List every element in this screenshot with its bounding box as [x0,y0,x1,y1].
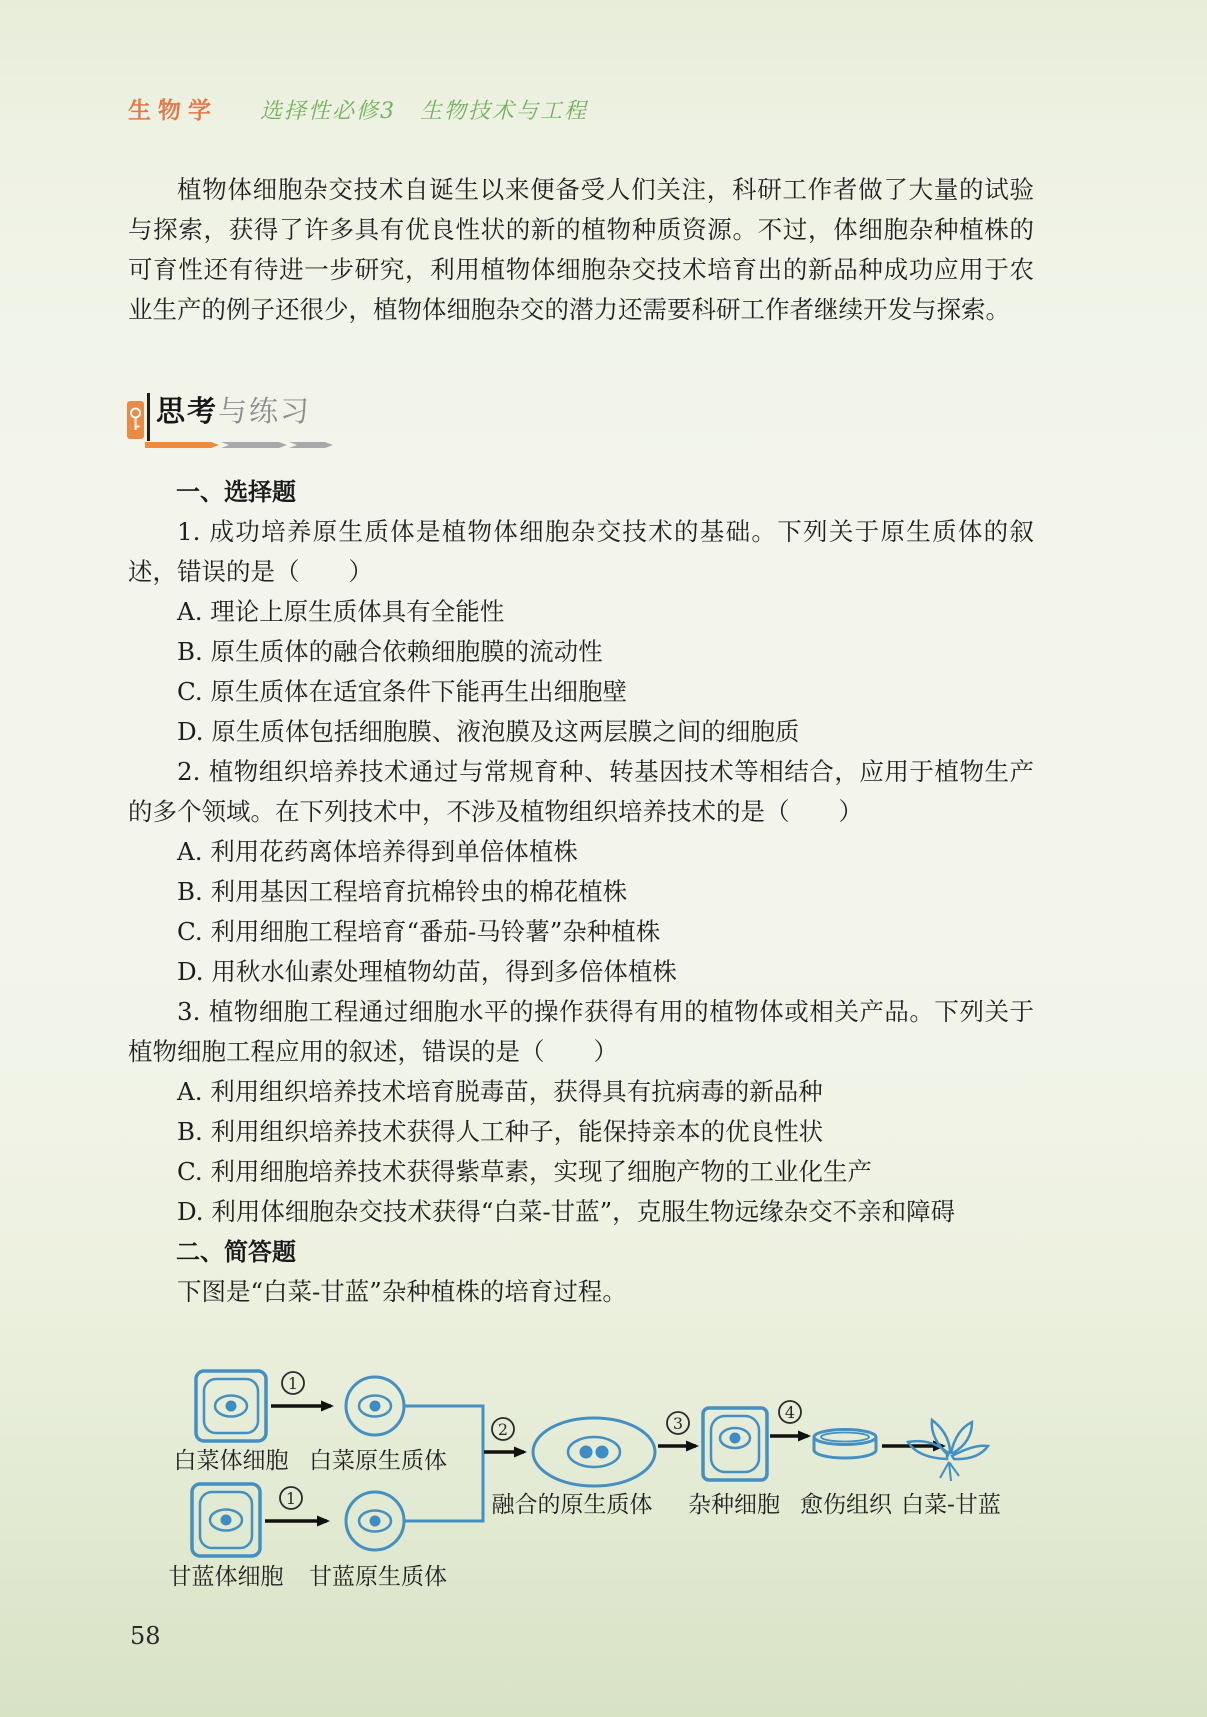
question-2-option-c: C. 利用细胞工程培育“番茄-马铃薯”杂种植株 [177,917,661,946]
step1-number-bottom: 1 [285,1489,297,1508]
question-3-stem: 3. 植物细胞工程通过细胞水平的操作获得有用的植物体或相关产品。下列关于植物细胞工程应用的叙述，错误的是（ ） [128,997,1034,1066]
step3-arrow [658,1412,696,1446]
question-1-option-c: C. 原生质体在适宜条件下能再生出细胞壁 [177,677,627,706]
question-3-option-d: D. 利用体细胞杂交技术获得“白菜-甘蓝”，克服生物远缘杂交不亲和障碍 [177,1197,956,1226]
running-head [128,92,588,125]
label-baicai-protoplast: 白菜原生质体 [309,1448,447,1474]
callus-dish-shape [814,1430,876,1459]
step1-arrow-top [271,1372,331,1406]
step3-number: 3 [672,1414,684,1433]
step4-number: 4 [784,1403,796,1422]
question-1-option-b: B. 原生质体的融合依赖细胞膜的流动性 [177,637,603,666]
question-1-stem: 1. 成功培养原生质体是植物体细胞杂交技术的基础。下列关于原生质体的叙述，错误的是（ ） [128,517,1034,586]
question-2-option-d: D. 用秋水仙素处理植物幼苗，得到多倍体植株 [177,957,677,986]
step1-arrow-bottom [265,1487,327,1521]
fused-protoplast-shape [533,1418,655,1486]
label-ganlan-protoplast: 甘蓝原生质体 [309,1564,447,1590]
question-2-option-b: B. 利用基因工程培育抗棉铃虫的棉花植株 [177,877,628,906]
section-underline [145,442,333,448]
label-hybrid-plant: 白菜-甘蓝 [901,1492,1001,1518]
label-baicai-cell: 白菜体细胞 [173,1448,289,1474]
hybrid-cell-shape [703,1408,767,1480]
question-1-option-a: A. 理论上原生质体具有全能性 [177,597,505,626]
baicai-protoplast-shape [346,1377,404,1435]
label-callus: 愈伤组织 [800,1492,892,1518]
section-title-light: 与练习 [218,394,312,428]
intro-paragraph: 植物体细胞杂交技术自诞生以来便备受人们关注，科研工作者做了大量的试验与探索，获得了许多具有优良性状的新的植物种质资源。不过，体细胞杂种植株的可育性还有待进一步研究，利用植物体细胞杂交技术培育出的新品种成功应用于农业生产的例子还很少，植物体细胞杂交的潜力还需要科研工作者继续开发与探索。 [128,175,1034,324]
section-heading [128,393,1034,450]
underline-gray-segment [221,442,287,448]
step2-number: 2 [497,1420,509,1439]
part1-heading: 一、选择题 [176,478,296,506]
section-title [156,395,311,427]
book-title: 选择性必修3 生物技术与工程 [260,99,588,124]
heading-divider-bar [147,393,150,441]
page-number: 58 [130,1622,161,1650]
main-content [128,170,1034,1312]
baicai-cell-shape [196,1371,266,1441]
label-fused-protoplast: 融合的原生质体 [491,1492,653,1518]
step2-arrow [484,1418,524,1452]
step1-number: 1 [287,1374,299,1393]
question-1-option-d: D. 原生质体包括细胞膜、液泡膜及这两层膜之间的细胞质 [177,717,800,746]
ganlan-protoplast-shape [346,1492,404,1550]
ganlan-cell-shape [192,1484,260,1556]
figure-caption: 下图是“白菜-甘蓝”杂种植株的培育过程。 [177,1277,627,1306]
question-3-option-b: B. 利用组织培养技术获得人工种子，能保持亲本的优良性状 [177,1117,824,1146]
subject-label: 生物学 [128,98,218,124]
hybrid-plant-shape [908,1420,988,1481]
breeding-process-diagram [0,1355,1207,1615]
question-3-option-a: A. 利用组织培养技术培育脱毒苗，获得具有抗病毒的新品种 [177,1077,823,1106]
part2-heading: 二、简答题 [176,1238,296,1266]
underline-orange-segment [145,442,219,448]
label-ganlan-cell: 甘蓝体细胞 [168,1564,284,1590]
question-3-option-c: C. 利用细胞培养技术获得紫草素，实现了细胞产物的工业化生产 [177,1157,872,1186]
key-icon [127,401,144,439]
section-title-bold: 思考 [156,394,219,428]
step4-arrow [770,1401,808,1436]
question-2-stem: 2. 植物组织培养技术通过与常规育种、转基因技术等相结合，应用于植物生产的多个领域。在下列技术中，不涉及植物组织培养技术的是（ ） [128,757,1034,826]
label-hybrid-cell: 杂种细胞 [688,1492,780,1518]
question-2-option-a: A. 利用花药离体培养得到单倍体植株 [177,837,578,866]
underline-gray-segment [289,442,333,448]
